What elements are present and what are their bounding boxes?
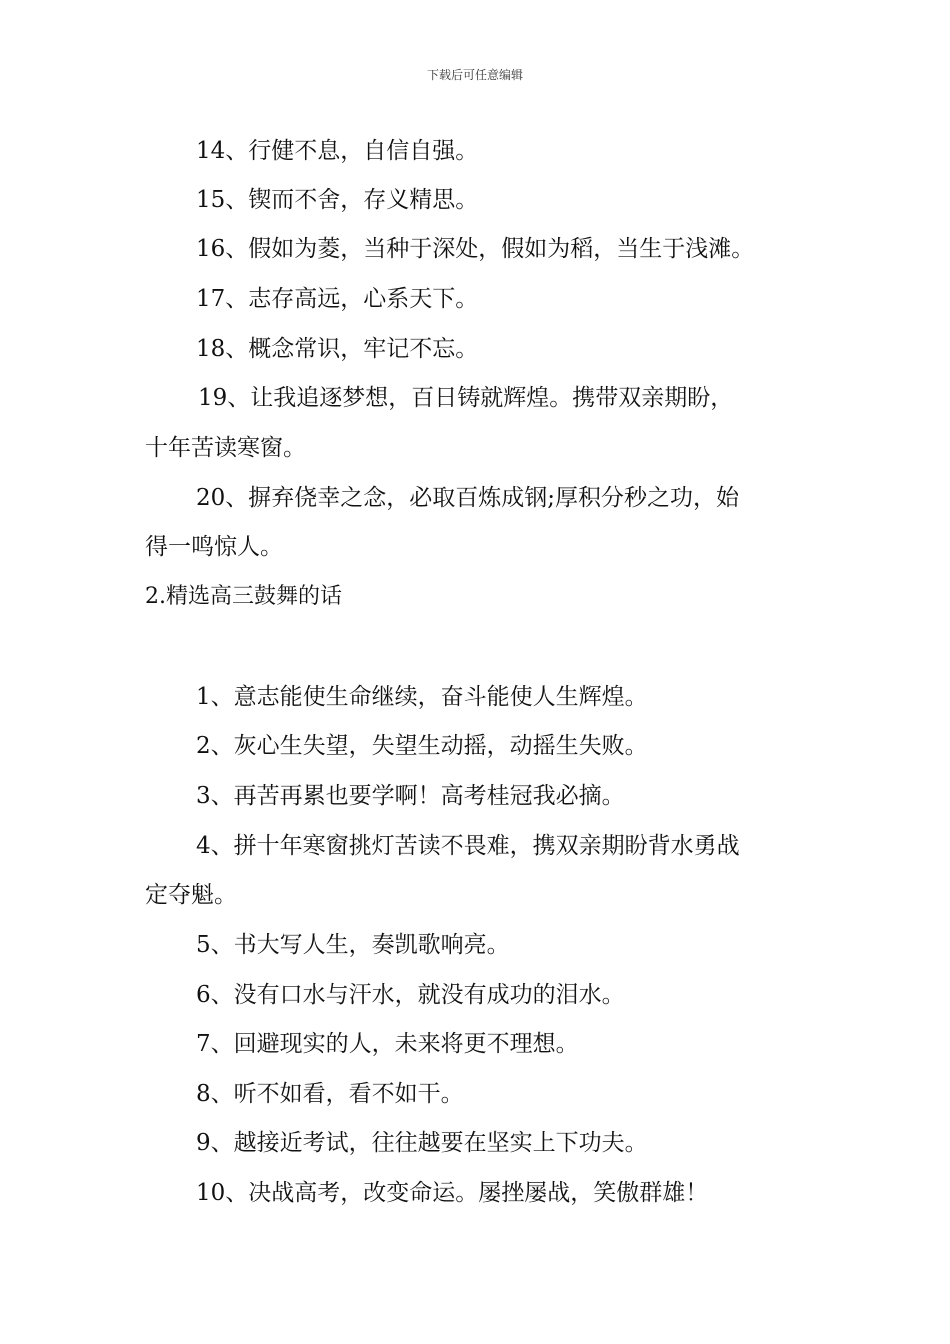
list-item-6: 6、没有口水与汗水，就没有成功的泪水。 (196, 982, 625, 1008)
list-item-8: 8、听不如看，看不如干。 (196, 1081, 464, 1107)
list-item-5: 5、书大写人生，奏凯歌响亮。 (196, 932, 510, 958)
list-item-2: 2、灰心生失望，失望生动摇，动摇生失败。 (196, 733, 648, 759)
list-item-1: 1、意志能使生命继续，奋斗能使人生辉煌。 (196, 684, 648, 710)
list-item-19-line1: 19、让我追逐梦想，百日铸就辉煌。携带双亲期盼， (198, 385, 734, 411)
list-item-7: 7、回避现实的人，未来将更不理想。 (196, 1031, 579, 1057)
list-item-18: 18、概念常识，牢记不忘。 (196, 336, 479, 362)
list-item-15: 15、锲而不舍，存义精思。 (196, 187, 479, 213)
list-item-3: 3、再苦再累也要学啊！高考桂冠我必摘。 (196, 783, 625, 809)
list-item-9: 9、越接近考试，往往越要在坚实上下功夫。 (196, 1130, 648, 1156)
section-heading: 2.精选高三鼓舞的话 (145, 584, 342, 609)
list-item-19-line2: 十年苦读寒窗。 (145, 435, 306, 461)
list-item-10: 10、决战高考，改变命运。屡挫屡战，笑傲群雄！ (196, 1180, 709, 1206)
list-item-17: 17、志存高远，心系天下。 (196, 286, 479, 312)
list-item-4-line1: 4、拼十年寒窗挑灯苦读不畏难，携双亲期盼背水勇战 (196, 833, 740, 859)
list-item-20-line1: 20、摒弃侥幸之念，必取百炼成钢;厚积分秒之功，始 (196, 485, 740, 511)
list-item-14: 14、行健不息，自信自强。 (196, 138, 479, 164)
header-note: 下载后可任意编辑 (426, 68, 523, 82)
list-item-4-line2: 定夺魁。 (145, 882, 237, 908)
list-item-20-line2: 得一鸣惊人。 (145, 534, 283, 560)
list-item-16: 16、假如为菱，当种于深处，假如为稻，当生于浅滩。 (196, 236, 755, 262)
